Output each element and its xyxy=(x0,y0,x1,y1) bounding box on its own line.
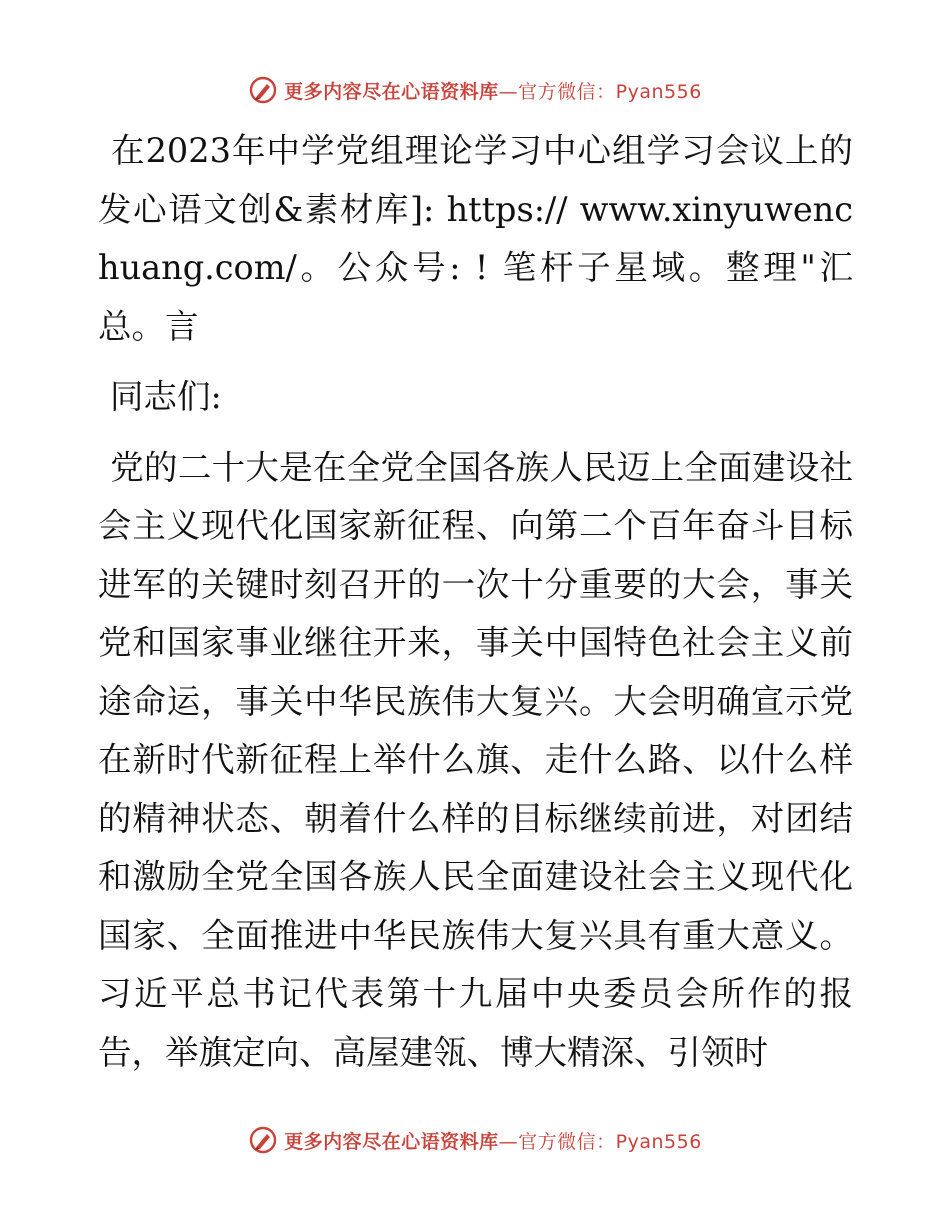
title-paragraph: 在2023年中学党组理论学习中心组学习会议上的发心语文创&素材库]: https:// www.xinyuwenchuang.com/。公众号: ! 笔杆子星域。整理"汇总。言 xyxy=(98,131,853,346)
header-watermark-banner xyxy=(0,70,950,110)
greeting: 同志们: xyxy=(110,377,222,416)
pen-logo-icon xyxy=(248,1125,278,1155)
body-paragraph: 党的二十大是在全党全国各族人民迈上全面建设社会主义现代化国家新征程、向第二个百年奋斗目标进军的关键时刻召开的一次十分重要的大会，事关党和国家事业继往开来，事关中国特色社会主义前途命运，事关中华民族伟大复兴。大会明确宣示党在新时代新征程上举什么旗、走什么路、以什么样的精神状态、朝着什么样的目标继续前进，对团结和激励全党全国各族人民全面建设社会主义现代化国家、全面推进中华民族伟大复兴具有重大意义。习近平总书记代表第十九届中央委员会所作的报告，举旗定向、高屋建瓴、博大精深、引领时 xyxy=(98,447,853,1072)
document-body xyxy=(98,122,853,1082)
watermark-text: 更多内容尽在心语资料库—官方微信：Pyan556 xyxy=(284,1130,702,1153)
watermark-text: 更多内容尽在心语资料库—官方微信：Pyan556 xyxy=(284,80,702,103)
pen-logo-icon xyxy=(248,75,278,105)
footer-watermark-banner xyxy=(0,1120,950,1160)
